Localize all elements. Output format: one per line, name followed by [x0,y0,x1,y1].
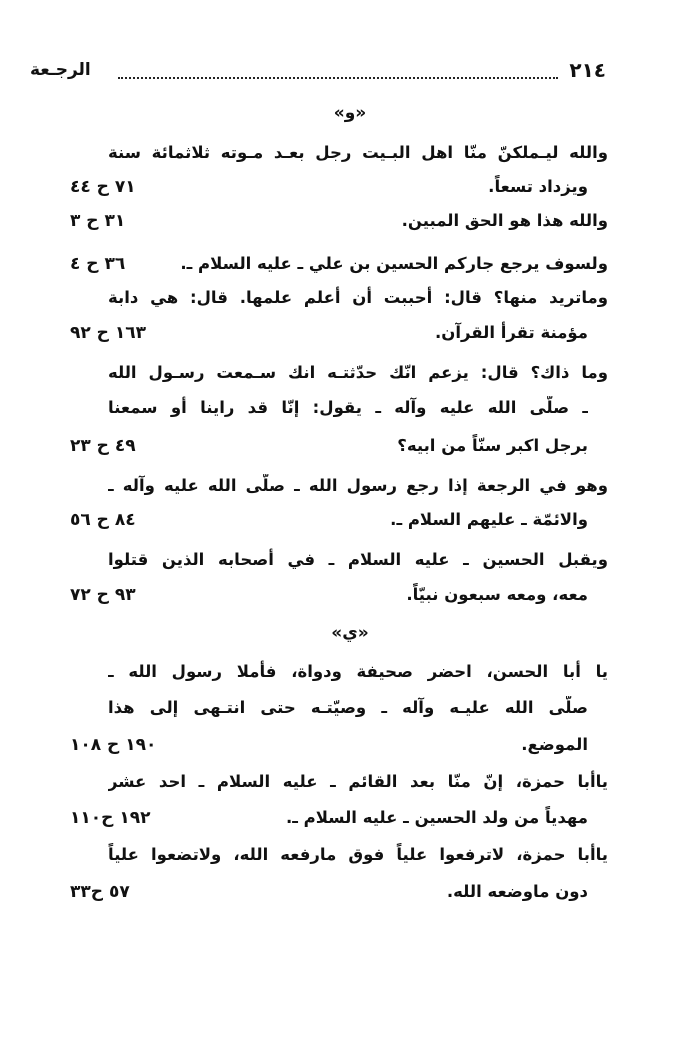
entry-line: والله هذا هو الحق المبين. [401,211,608,230]
entry-reference: ٧١ ح ٤٤ [70,177,136,197]
entry-line: ياأبا حمزة، لاترفعوا علياً فوق مارفعه الله، ولاتضعوا علياً [108,845,608,864]
entry-reference: ١٩٢ ح١١٠ [70,808,151,828]
header-dotted-rule [118,77,558,79]
entry-reference: ٣١ ح ٣ [70,211,126,231]
entry-line: ـ صلّى الله عليه وآله ـ يقول: إنّا قد راينا أو سمعنا [108,398,588,417]
entry-line: دون ماوضعه الله. [446,882,588,901]
entry-reference: ٣٦ ح ٤ [70,254,126,274]
entry-reference: ٤٩ ح ٢٣ [70,436,136,456]
entry-line: يا أبا الحسن، احضر صحيفة ودواة، فأملا رسول الله ـ [108,662,608,681]
entry-line: مؤمنة تقرأ القرآن. [435,323,588,342]
entry-reference: ٥٧ ح٣٣ [70,882,130,902]
entry-line: ولسوف يرجع جاركم الحسين بن علي ـ عليه السلام ـ. [180,254,608,273]
running-header-title: الرجـعة [30,60,91,80]
entry-reference: ١٩٠ ح ١٠٨ [70,735,157,755]
entry-line: الموضع. [521,735,588,754]
entry-line: مهدياً من ولد الحسين ـ عليه السلام ـ. [286,808,588,827]
entry-line: صلّى الله عليـه وآله ـ وصيّتـه حتى انتـهى إلى هذا [108,698,588,717]
entry-line: ياأبا حمزة، إنّ منّا بعد القائم ـ عليه السلام ـ احد عشر [108,772,608,791]
section-heading-ya: «ي» [331,623,369,643]
entry-line: وما ذاك؟ قال: يزعم انّك حدّثتـه انك سـمعت رسـول الله [108,363,608,382]
entry-reference: ٨٤ ح ٥٦ [70,510,136,530]
entry-line: برجل اكبر سنّاً من ابيه؟ [397,436,588,455]
entry-line: والائمّة ـ عليهم السلام ـ. [390,510,588,529]
page-number: ٢١٤ [569,58,606,82]
entry-line: وهو في الرجعة إذا رجع رسول الله ـ صلّى الله عليه وآله ـ [108,476,608,495]
entry-line: والله ليـملكنّ منّا اهل البـيت رجل بعـد مـوته ثلاثمائة سنة [108,143,608,162]
entry-line: معه، ومعه سبعون نبيّاً. [406,585,588,604]
entry-line: وماتريد منها؟ قال: أحببت أن أعلم علمها. قال: هي دابة [108,288,608,307]
entry-line: ويزداد تسعاً. [488,177,588,196]
entry-reference: ١٦٣ ح ٩٢ [70,323,146,343]
section-heading-waw: «و» [333,103,367,123]
entry-line: ويقبل الحسين ـ عليه السلام ـ في أصحابه الذين قتلوا [108,550,608,569]
entry-reference: ٩٣ ح ٧٢ [70,585,136,605]
